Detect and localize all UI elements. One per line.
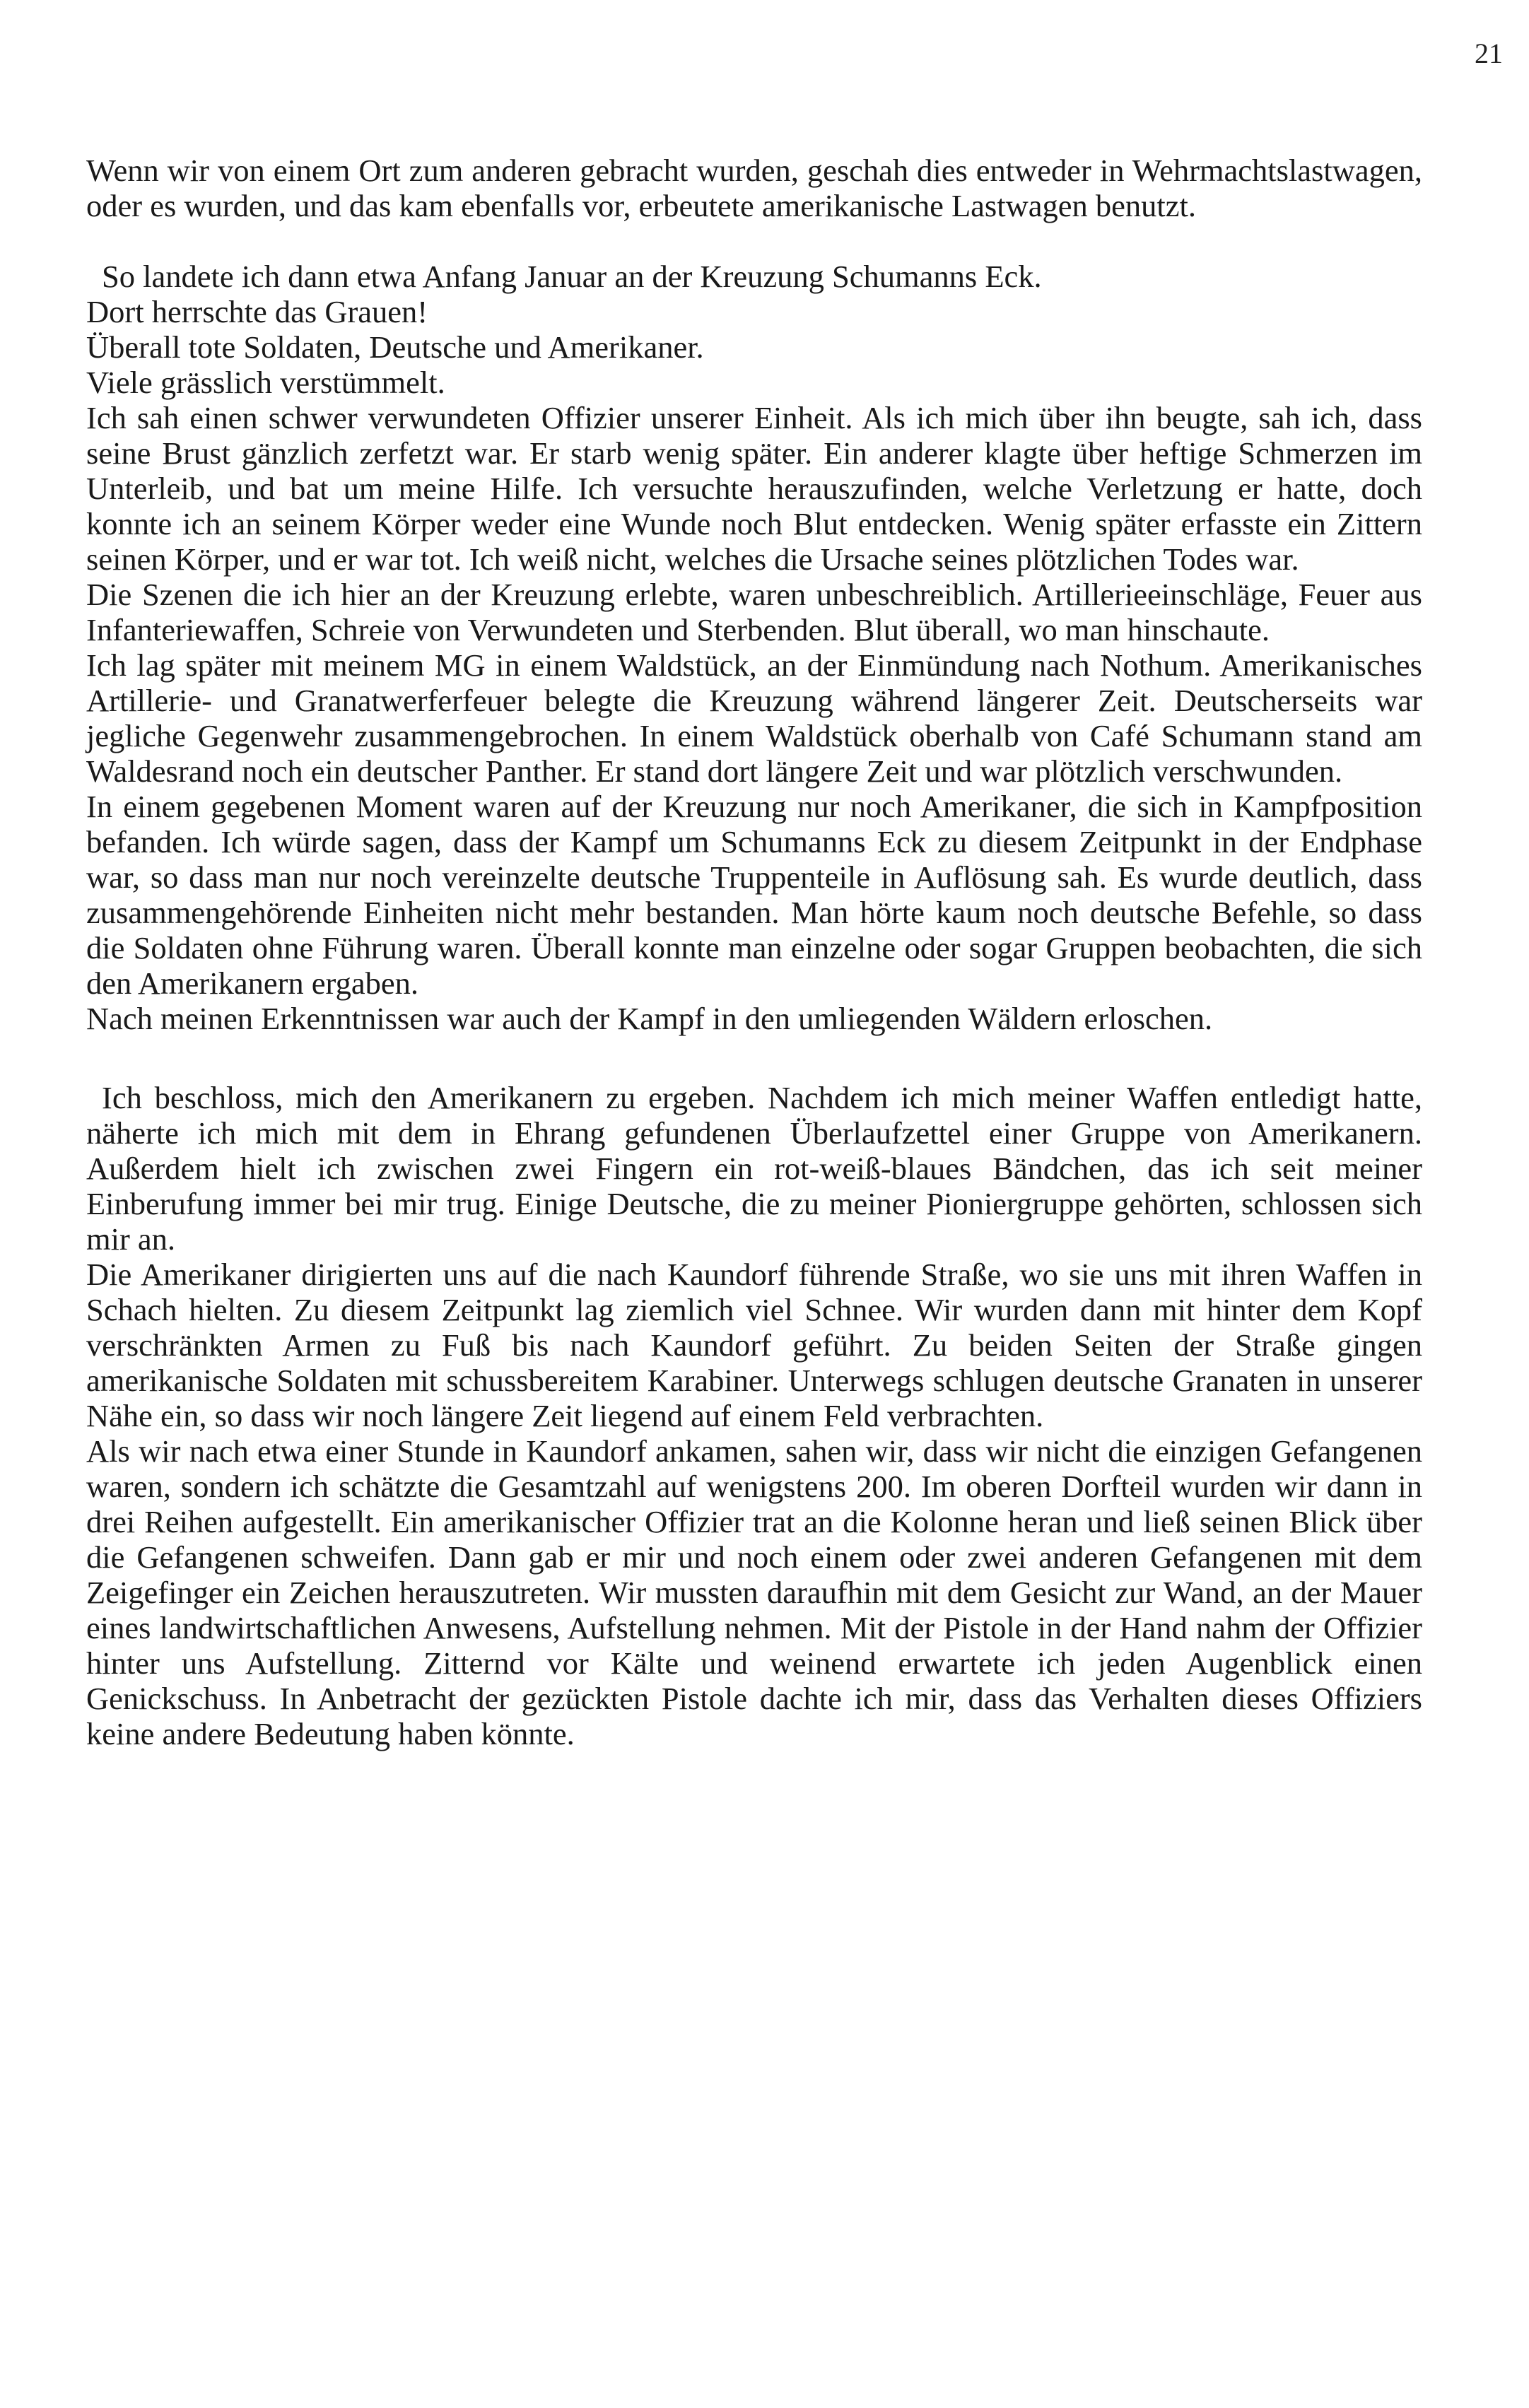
paragraph-forests: Nach meinen Erkenntnissen war auch der Kampf in den umliegenden Wäldern erloschen.	[86, 1001, 1213, 1036]
paragraph-machine-gun: Ich lag später mit meinem MG in einem Waldstück, an der Einmündung nach Nothum. Amerikanisches Artillerie- und Granatwerferfeuer belegte die Kreuzung während längerer Zeit. Deutscherseits war jegliche Gegenwehr zusammengebrochen. In einem Waldstück oberhalb von Café Schumann stand am Waldesrand noch ein deutscher Panther. Er stand dort längere Zeit und war plötzlich verschwunden.	[86, 647, 1422, 789]
paragraph-spacer	[86, 1036, 1422, 1080]
paragraph-march-kaundorf: Die Amerikaner dirigierten uns auf die nach Kaundorf führende Straße, wo sie uns mit ihren Waffen in Schach hielten. Zu diesem Zeitpunkt lag ziemlich viel Schnee. Wir wurden dann mit hinter dem Kopf verschränkten Armen zu Fuß bis nach Kaundorf geführt. Zu beiden Seiten der Straße gingen amerikanische Soldaten mit schussbereitem Karabiner. Unterwegs schlugen deutsche Granaten in unserer Nähe ein, so dass wir noch längere Zeit liegend auf einem Feld verbrachten.	[86, 1257, 1422, 1433]
paragraph-surrender: Ich beschloss, mich den Amerikanern zu ergeben. Nachdem ich mich meiner Waffen entledigt hatte, näherte ich mich mit dem in Ehrang gefundenen Überlaufzettel einer Gruppe von Amerikanern. Außerdem hielt ich zwischen zwei Fingern ein rot-weiß-blaues Bändchen, das ich seit meiner Einberufung immer bei mir trug. Einige Deutsche, die zu meiner Pioniergruppe gehörten, schlossen sich mir an.	[86, 1080, 1422, 1257]
paragraph-dead-soldiers: Überall tote Soldaten, Deutsche und Amerikaner.	[86, 329, 704, 365]
paragraph-final-phase: In einem gegebenen Moment waren auf der Kreuzung nur noch Amerikaner, die sich in Kampfposition befanden. Ich würde sagen, dass der Kampf um Schumanns Eck zu diesem Zeitpunkt in der Endphase war, so dass man nur noch vereinzelte deutsche Truppenteile in Auflösung sah. Es wurde deutlich, dass zusammengehörende Einheiten nicht mehr bestanden. Man hörte kaum noch deutsche Befehle, so dass die Soldaten ohne Führung waren. Überall konnte man einzelne oder sogar Gruppen beobachten, die sich den Amerikanern ergaben.	[86, 789, 1422, 1001]
paragraph-horror: Dort herrschte das Grauen!	[86, 294, 428, 329]
paragraph-prisoners: Als wir nach etwa einer Stunde in Kaundorf ankamen, sahen wir, dass wir nicht die einzigen Gefangenen waren, sondern ich schätzte die Gesamtzahl auf wenigstens 200. Im oberen Dorfteil wurden wir dann in drei Reihen aufgestellt. Ein amerikanischer Offizier trat an die Kolonne heran und ließ seinen Blick über die Gefangenen schweifen. Dann gab er mir und noch einem oder zwei anderen Gefangenen mit dem Zeigefinger ein Zeichen herauszutreten. Wir mussten daraufhin mit dem Gesicht zur Wand, an der Mauer eines landwirtschaftlichen Anwesens, Aufstellung nehmen. Mit der Pistole in der Hand nahm der Offizier hinter uns Aufstellung. Zitternd vor Kälte und weinend erwartete ich jeden Augenblick einen Genickschuss. In Anbetracht der gezückten Pistole dachte ich mir, dass das Verhalten dieses Offiziers keine andere Bedeutung haben könnte.	[86, 1433, 1422, 1751]
paragraph-arrival: So landete ich dann etwa Anfang Januar an der Kreuzung Schumanns Eck.	[102, 259, 1042, 294]
paragraph-mutilated: Viele grässlich verstümmelt.	[86, 365, 445, 400]
page-number: 21	[1475, 37, 1503, 69]
paragraph-transport: Wenn wir von einem Ort zum anderen gebracht wurden, geschah dies entweder in Wehrmachtslastwagen, oder es wurden, und das kam ebenfalls vor, erbeutete amerikanische Lastwagen benutzt.	[86, 153, 1422, 223]
document-body	[86, 153, 1422, 1751]
paragraph-spacer	[86, 223, 1422, 259]
paragraph-wounded-officer: Ich sah einen schwer verwundeten Offizier unserer Einheit. Als ich mich über ihn beugte, sah ich, dass seine Brust gänzlich zerfetzt war. Er starb wenig später. Ein anderer klagte über heftige Schmerzen im Unterleib, und bat um meine Hilfe. Ich versuchte herauszufinden, welche Verletzung er hatte, doch konnte ich an seinem Körper weder eine Wunde noch Blut entdecken. Wenig später erfasste ein Zittern seinen Körper, und er war tot. Ich weiß nicht, welches die Ursache seines plötzlichen Todes war.	[86, 400, 1422, 577]
paragraph-scenes: Die Szenen die ich hier an der Kreuzung erlebte, waren unbeschreiblich. Artillerieeinschläge, Feuer aus Infanteriewaffen, Schreie von Verwundeten und Sterbenden. Blut überall, wo man hinschaute.	[86, 577, 1422, 647]
